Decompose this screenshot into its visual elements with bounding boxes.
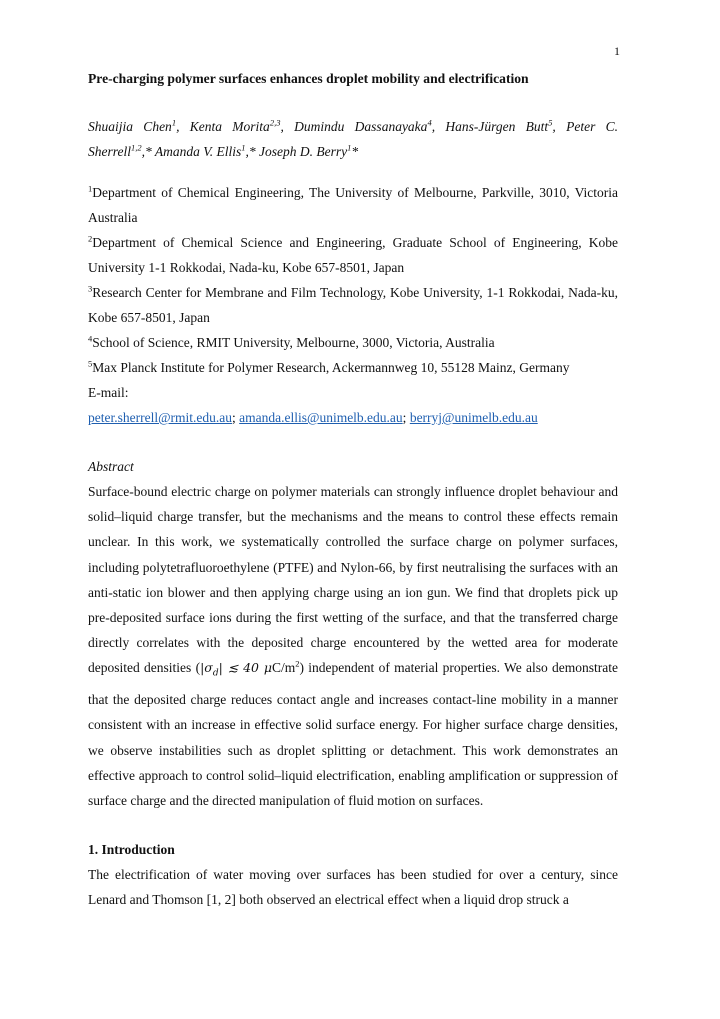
affiliation: $^4$School of Science, RMIT University, Melbourne, 3000, Victoria, Australia <box>88 333 495 350</box>
author: Hans-Jürgen Butt$^5$, <box>445 117 567 134</box>
paper-title: Pre-charging polymer surfaces enhances droplet mobility and electrification <box>88 71 529 86</box>
affiliation: $^3$Research Center for Membrane and Film Technology, Kobe University, 1-1 Rokkodai, Nada-ku, Kobe 657-8501, Japan <box>88 283 618 325</box>
email-link[interactable]: berryj@unimelb.edu.au <box>409 410 538 425</box>
author: Kenta Morita$^{2,3}$, <box>189 117 295 134</box>
affiliation: $^5$Max Planck Institute for Polymer Research, Ackermannweg 10, 55128 Mainz, Germany <box>88 358 570 375</box>
page-number: 1 <box>614 44 620 58</box>
author: Joseph D. Berry$^1$* <box>259 142 359 159</box>
intro-text: The electrification of water moving over surfaces has been studied for over a century, since Lenard and Thomson [1, 2] both observed an electrical effect when a liquid drop struck a <box>88 867 618 908</box>
email-list: peter.sherrell@rmit.edu.au; amanda.ellis@unimelb.edu.au; berryj@unimelb.edu.au <box>88 410 538 425</box>
abstract-heading: Abstract <box>88 459 134 474</box>
author: Peter C. Sherrell$^{1,2}$,* <box>88 119 619 159</box>
abstract-text: Surface-bound electric charge on polymer materials can strongly influence droplet behaviour and solid–liquid charge transfer, but the mechanisms and the means to control these effects remain unclear. In this work, we systematically controlled the surface charge on polymer surfaces, including polytetrafluoroethylene (PTFE) and Nylon-66, by first neutralising the surfaces with an anti-static ion blower and then applying charge using an ion gun. We find that droplets pick up pre-deposited surface ions during the first wetting of the surface, and that the transferred charge directly correlates with the deposited charge encountered by the wetted area for moderate deposited densities ($|\sigma_d|$ ≲ 40 $\mu C/m^2$) independent of material properties. We also demonstrate that the deposited charge reduces contact angle and increases contact-line mobility in a manner consistent with an increase in effective solid surface energy. For higher surface charge densities, we observe instabilities such as droplet splitting or detachment. This work demonstrates an effective approach to control solid–liquid electrification, enabling amplification or suppression of surface charge and the directed manipulation of fluid motion on surfaces. <box>88 484 619 808</box>
affiliation: $^2$Department of Chemical Science and Engineering, Graduate School of Engineering, Kobe University 1-1 Rokkodai, Nada-ku, Kobe 657-8501, Japan <box>88 233 618 275</box>
author-list <box>88 114 618 164</box>
author: Amanda V. Ellis$^1$,* <box>154 142 260 159</box>
sigma-math: $|\sigma_d|$ ≲ 40 μ <box>200 660 272 679</box>
email-link[interactable]: peter.sherrell@rmit.edu.au <box>88 410 233 425</box>
section-heading: 1. Introduction <box>88 842 175 858</box>
author: Shuaijia Chen$^1$, <box>88 117 190 134</box>
affiliation: $^1$Department of Chemical Engineering, The University of Melbourne, Parkville, 3010, Victoria Australia <box>88 183 618 225</box>
author: Dumindu Dassanayaka$^4$, <box>294 117 446 134</box>
paper-content <box>88 68 618 913</box>
email-link[interactable]: amanda.ellis@unimelb.edu.au <box>239 410 403 425</box>
email-label: E-mail: <box>88 385 129 400</box>
